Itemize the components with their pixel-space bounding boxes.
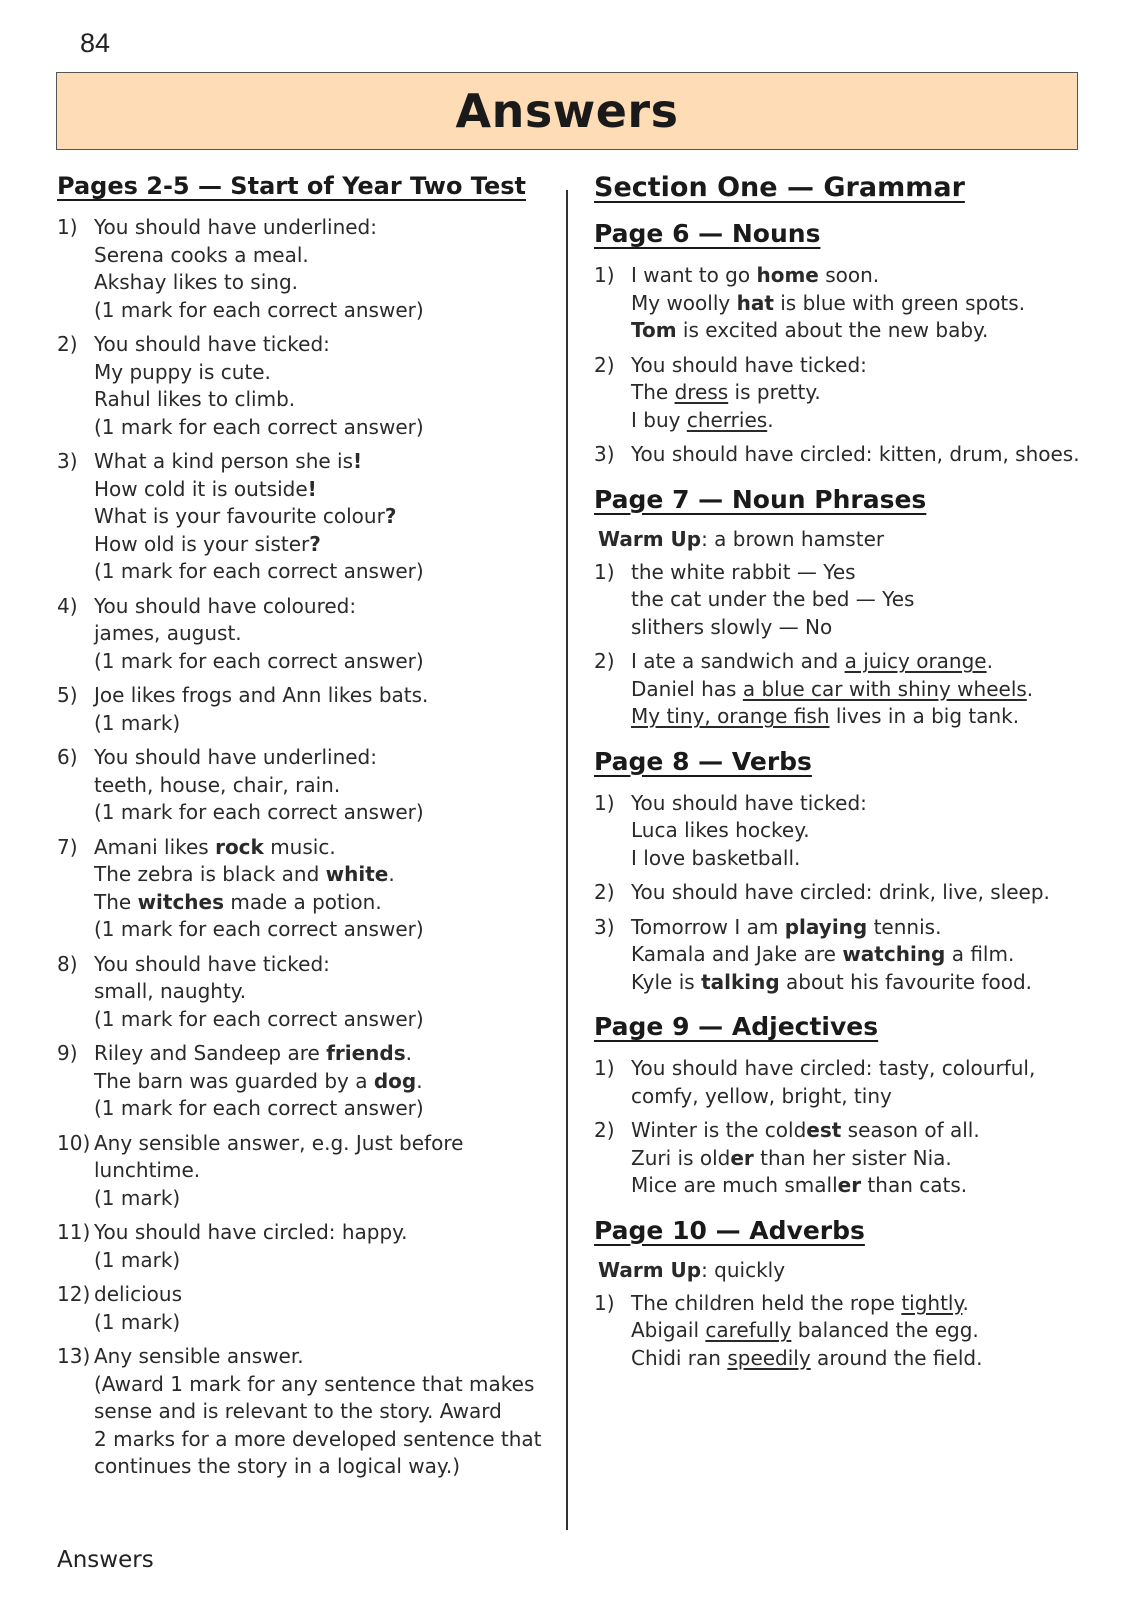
answer-line: You should have circled: kitten, drum, shoes.: [631, 442, 1080, 466]
answer-item: [594, 1290, 1094, 1373]
answer-line: Serena cooks a meal.: [94, 242, 309, 267]
answer-item: [57, 593, 552, 676]
answer-line: You should have ticked:: [94, 951, 330, 976]
answer-line: You should have ticked:: [631, 790, 867, 815]
answer-line: Abigail carefully balanced the egg.: [631, 1318, 979, 1342]
answer-line: the cat under the bed — Yes: [631, 587, 915, 611]
answer-line: I love basketball.: [631, 845, 801, 870]
answer-line: (1 mark for each correct answer): [94, 1096, 424, 1120]
answer-line: How old is your sister?: [94, 531, 321, 556]
answer-number: 2): [57, 332, 78, 356]
answer-number: 13): [57, 1344, 91, 1368]
answer-number: 10): [57, 1130, 91, 1155]
answer-line: comfy, yellow, bright, tiny: [631, 1083, 892, 1108]
answer-line: small, naughty.: [94, 979, 247, 1003]
answer-list: [594, 262, 1094, 469]
answer-item: [594, 914, 1094, 997]
answer-list: [57, 214, 552, 1481]
answer-list: [594, 1055, 1094, 1200]
answer-line: (1 mark): [94, 1185, 181, 1210]
answer-line: My puppy is cute.: [94, 359, 271, 384]
answer-line: Winter is the coldest season of all.: [631, 1118, 980, 1142]
answer-line: teeth, house, chair, rain.: [94, 772, 341, 797]
page-heading-noun-phrases: Page 7 — Noun Phrases: [594, 484, 927, 514]
answer-line: (1 mark): [94, 1309, 181, 1334]
answer-line: I buy cherries.: [631, 407, 774, 432]
answer-list: [594, 559, 1094, 731]
answer-number: 2): [594, 352, 615, 377]
page-heading-nouns: Page 6 — Nouns: [594, 219, 821, 248]
answer-item: [57, 1343, 552, 1481]
answer-number: 1): [594, 559, 615, 584]
answer-line: The witches made a potion.: [94, 889, 382, 914]
answer-line: (1 mark): [94, 710, 181, 735]
answer-line: You should have circled: tasty, colourful,: [631, 1056, 1036, 1080]
answer-number: 1): [594, 263, 615, 287]
answer-item: [594, 790, 1094, 873]
answer-line: james, august.: [94, 621, 242, 645]
answer-line: (1 mark for each correct answer): [94, 414, 424, 439]
page-heading-adverbs: Page 10 — Adverbs: [594, 1215, 865, 1245]
answer-line: The children held the rope tightly.: [631, 1290, 969, 1315]
answer-line: continues the story in a logical way.): [94, 1454, 461, 1478]
answer-number: 1): [594, 1056, 615, 1080]
answer-number: 2): [594, 649, 615, 673]
answer-number: 11): [57, 1220, 91, 1244]
column-divider: [566, 190, 568, 1530]
answer-item: [57, 834, 552, 944]
answer-number: 7): [57, 834, 78, 859]
page-title: Answers: [455, 84, 679, 138]
answer-line: (1 mark for each correct answer): [94, 648, 424, 673]
answer-number: 2): [594, 880, 615, 904]
answer-item: [594, 1055, 1094, 1110]
answer-line: Chidi ran speedily around the field.: [631, 1345, 983, 1370]
answer-number: 5): [57, 683, 78, 707]
answer-list: [594, 790, 1094, 997]
answer-line: (1 mark for each correct answer): [94, 1006, 424, 1031]
answer-line: Luca likes hockey.: [631, 818, 810, 842]
section-heading-start-test: Pages 2-5 — Start of Year Two Test: [57, 172, 527, 200]
answer-item: [57, 214, 552, 324]
answer-line: (1 mark for each correct answer): [94, 559, 424, 583]
answer-item: [57, 682, 552, 737]
answer-line: You should have underlined:: [94, 215, 377, 239]
answer-number: 3): [594, 914, 615, 939]
answer-line: You should have ticked:: [631, 352, 867, 377]
answer-item: [57, 1040, 552, 1123]
answer-line: Kamala and Jake are watching a film.: [631, 942, 1015, 966]
warm-up: Warm Up: quickly: [598, 1257, 786, 1282]
answer-line: The dress is pretty.: [631, 380, 821, 404]
answer-line: (1 mark for each correct answer): [94, 917, 424, 941]
answer-line: (1 mark for each correct answer): [94, 297, 424, 322]
answer-line: Zuri is older than her sister Nia.: [631, 1145, 952, 1170]
answer-line: Joe likes frogs and Ann likes bats.: [94, 683, 429, 707]
answer-line: You should have circled: happy.: [94, 1220, 408, 1244]
answer-line: You should have ticked:: [94, 332, 330, 356]
answer-line: I ate a sandwich and a juicy orange.: [631, 649, 993, 673]
answer-item: [594, 559, 1094, 642]
answer-number: 9): [57, 1041, 78, 1065]
answer-item: [594, 441, 1094, 469]
answer-line: The zebra is black and white.: [94, 862, 395, 886]
answer-item: [57, 951, 552, 1034]
answer-item: [594, 1117, 1094, 1200]
answer-item: [57, 1130, 552, 1213]
footer-label: Answers: [57, 1547, 154, 1573]
answer-line: (Award 1 mark for any sentence that makes: [94, 1371, 535, 1396]
answer-line: My woolly hat is blue with green spots.: [631, 290, 1026, 315]
answer-line: (1 mark for each correct answer): [94, 800, 424, 824]
answer-line: slithers slowly — No: [631, 614, 833, 639]
answer-line: sense and is relevant to the story. Award: [94, 1399, 502, 1423]
page-heading-adjectives: Page 9 — Adjectives: [594, 1012, 879, 1041]
answer-line: Any sensible answer.: [94, 1344, 304, 1368]
answer-number: 3): [57, 449, 78, 473]
answer-list: [594, 1290, 1094, 1373]
answer-item: [594, 648, 1094, 731]
answer-line: delicious: [94, 1282, 182, 1306]
answer-item: [594, 879, 1094, 907]
answer-line: Riley and Sandeep are friends.: [94, 1041, 412, 1065]
answer-item: [57, 448, 552, 586]
answer-line: 2 marks for a more developed sentence that: [94, 1426, 542, 1451]
answer-line: Tom is excited about the new baby.: [631, 318, 989, 342]
answer-line: Daniel has a blue car with shiny wheels.: [631, 676, 1034, 701]
answer-item: [594, 262, 1094, 345]
answer-number: 3): [594, 442, 615, 466]
answer-line: Tomorrow I am playing tennis.: [631, 914, 942, 939]
answer-line: The barn was guarded by a dog.: [94, 1068, 423, 1093]
answer-line: You should have circled: drink, live, sleep.: [631, 880, 1050, 904]
answer-line: Rahul likes to climb.: [94, 387, 296, 411]
answer-item: [57, 1219, 552, 1274]
answer-number: 1): [57, 215, 78, 239]
answer-line: (1 mark): [94, 1247, 181, 1272]
page-number: 84: [80, 28, 111, 58]
answer-line: I want to go home soon.: [631, 263, 880, 287]
answer-number: 4): [57, 593, 78, 618]
answer-number: 8): [57, 951, 78, 976]
answer-line: You should have underlined:: [94, 745, 377, 769]
left-column: [57, 172, 552, 1488]
answer-item: [594, 352, 1094, 435]
title-banner: [56, 72, 1078, 150]
right-column: [594, 172, 1094, 1379]
answer-number: 2): [594, 1118, 615, 1142]
answer-line: What is your favourite colour?: [94, 504, 397, 528]
answer-number: 6): [57, 745, 78, 769]
answer-line: How cold it is outside!: [94, 476, 317, 501]
answer-line: My tiny, orange fish lives in a big tank.: [631, 704, 1020, 728]
answer-line: Amani likes rock music.: [94, 834, 336, 859]
section-heading-grammar: Section One — Grammar: [594, 172, 965, 203]
answer-item: [57, 744, 552, 827]
answer-item: [57, 331, 552, 441]
page-heading-verbs: Page 8 — Verbs: [594, 746, 812, 776]
warm-up: Warm Up: a brown hamster: [598, 526, 885, 551]
answer-line: Kyle is talking about his favourite food.: [631, 969, 1033, 994]
answer-number: 1): [594, 790, 615, 815]
answer-item: [57, 1281, 552, 1336]
answer-line: You should have coloured:: [94, 593, 357, 618]
answer-line: Akshay likes to sing.: [94, 270, 299, 294]
answer-line: Mice are much smaller than cats.: [631, 1173, 968, 1197]
answer-number: 12): [57, 1282, 91, 1306]
answer-line: What a kind person she is!: [94, 449, 363, 473]
answer-line: the white rabbit — Yes: [631, 559, 856, 584]
answer-number: 1): [594, 1290, 615, 1315]
answer-line: Any sensible answer, e.g. Just before lunchtime.: [94, 1130, 464, 1182]
